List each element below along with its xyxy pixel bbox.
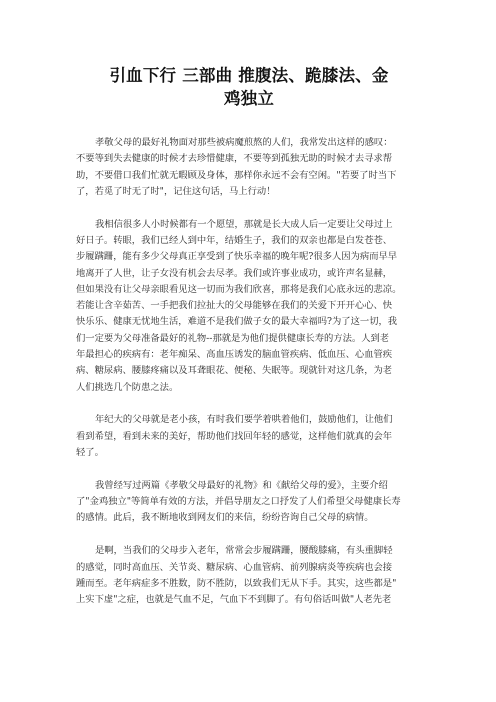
text-line: 步履蹒跚，能有多少父母真正享受到了快乐幸福的晚年呢?很多人因为病而早早: [76, 251, 398, 263]
text-line: 的感觉，同时高血压、关节炎、糖尿病、心血管病、前列腺病炎等疾病也会接: [76, 561, 393, 573]
text-line: 我相信很多人小时候都有一个愿望，那就是长大成人后一定要让父母过上: [95, 218, 393, 230]
paragraph-4: [76, 478, 422, 527]
text-line: 踵而至。老年病症多不胜数，防不胜防，以致我们无从下手。其实，这些都是": [76, 577, 397, 589]
text-line: 助，不要借口我们忙就无暇顾及身体，那样你永远不会有空闲。"若要了时当下: [76, 169, 397, 181]
text-line: 好日子。转眼，我们已经人到中年，结婚生子，我们的双亲也都是白发苍苍、: [76, 234, 393, 246]
paragraph-1: [76, 135, 422, 200]
text-line: 年纪大的父母就是老小孩，有时我们要学着哄着他们，鼓励他们，让他们: [95, 414, 393, 426]
text-line: 是啊，当我们的父母步入老年，常常会步履蹒跚，腰酸膝痛，有头重脚轻: [95, 545, 393, 557]
text-line: 地离开了人世，让子女没有机会去尽孝。我们或许事业成功，或许声名显赫，: [76, 267, 393, 279]
title-line-2: 鸡独立: [223, 89, 275, 108]
text-line: 病、糖尿病、腰膝疼痛以及耳聋眼花、便秘、失眠等。现就针对这几条，为老: [76, 365, 393, 377]
text-line: 轻了。: [76, 447, 104, 459]
text-line: 人们挑选几个防患之法。: [76, 381, 179, 393]
text-line: 若能让含辛茹苦、一手把我们拉扯大的父母能够在我们的关爱下开开心心、快: [76, 300, 393, 312]
paragraph-3: [76, 412, 422, 461]
text-line: 不要等到失去健康的时候才去珍惜健康，不要等到孤独无助的时候才去寻求帮: [76, 153, 393, 165]
text-line: 我曾经写过两篇《孝敬父母最好的礼物》和《献给父母的爱》，主要介绍: [95, 479, 388, 491]
text-line: 们一定要为父母准备最好的礼物--那就是为他们提供健康长寿的方法。人到老: [76, 332, 390, 344]
text-line: 了"金鸡独立"等简单有效的方法，并倡导朋友之口抒发了人们希望父母健康长寿: [76, 496, 401, 508]
text-line: 了，若觅了时无了时"，记住这句话，马上行动！: [76, 185, 276, 197]
text-line: 但如果没有让父母亲眼看见这一切而为我们欣喜，那将是我们心底永远的悲凉。: [76, 283, 402, 295]
text-line: 上实下虚"之症，也就是气血不足，气血下不到脚了。有句俗话叫做"人老先老: [76, 594, 392, 606]
text-line: 年最担心的疾病有：老年痴呆、高血压诱发的脑血管疾病、低血压、心血管疾: [76, 349, 393, 361]
text-line: 快乐乐、健康无忧地生活，难道不是我们做子女的最大幸福吗?为了这一切，我: [76, 316, 398, 328]
text-line: 孝敬父母的最好礼物面对那些被病魔煎熬的人们，我常发出这样的感叹：: [95, 137, 393, 148]
text-line: 的感情。此后，我不断地收到网友们的来信，纷纷咨询自己父母的病情。: [76, 512, 374, 524]
document-title: [76, 64, 422, 110]
title-line-1: 引血下行 三部曲 推腹法、跪膝法、金: [109, 66, 389, 85]
text-line: 看到希望，看到未来的美好，帮助他们找回年轻的感觉，这样他们就真的会年: [76, 430, 393, 442]
paragraph-2: [76, 217, 422, 396]
document-body: [76, 135, 422, 608]
paragraph-5: [76, 543, 422, 608]
